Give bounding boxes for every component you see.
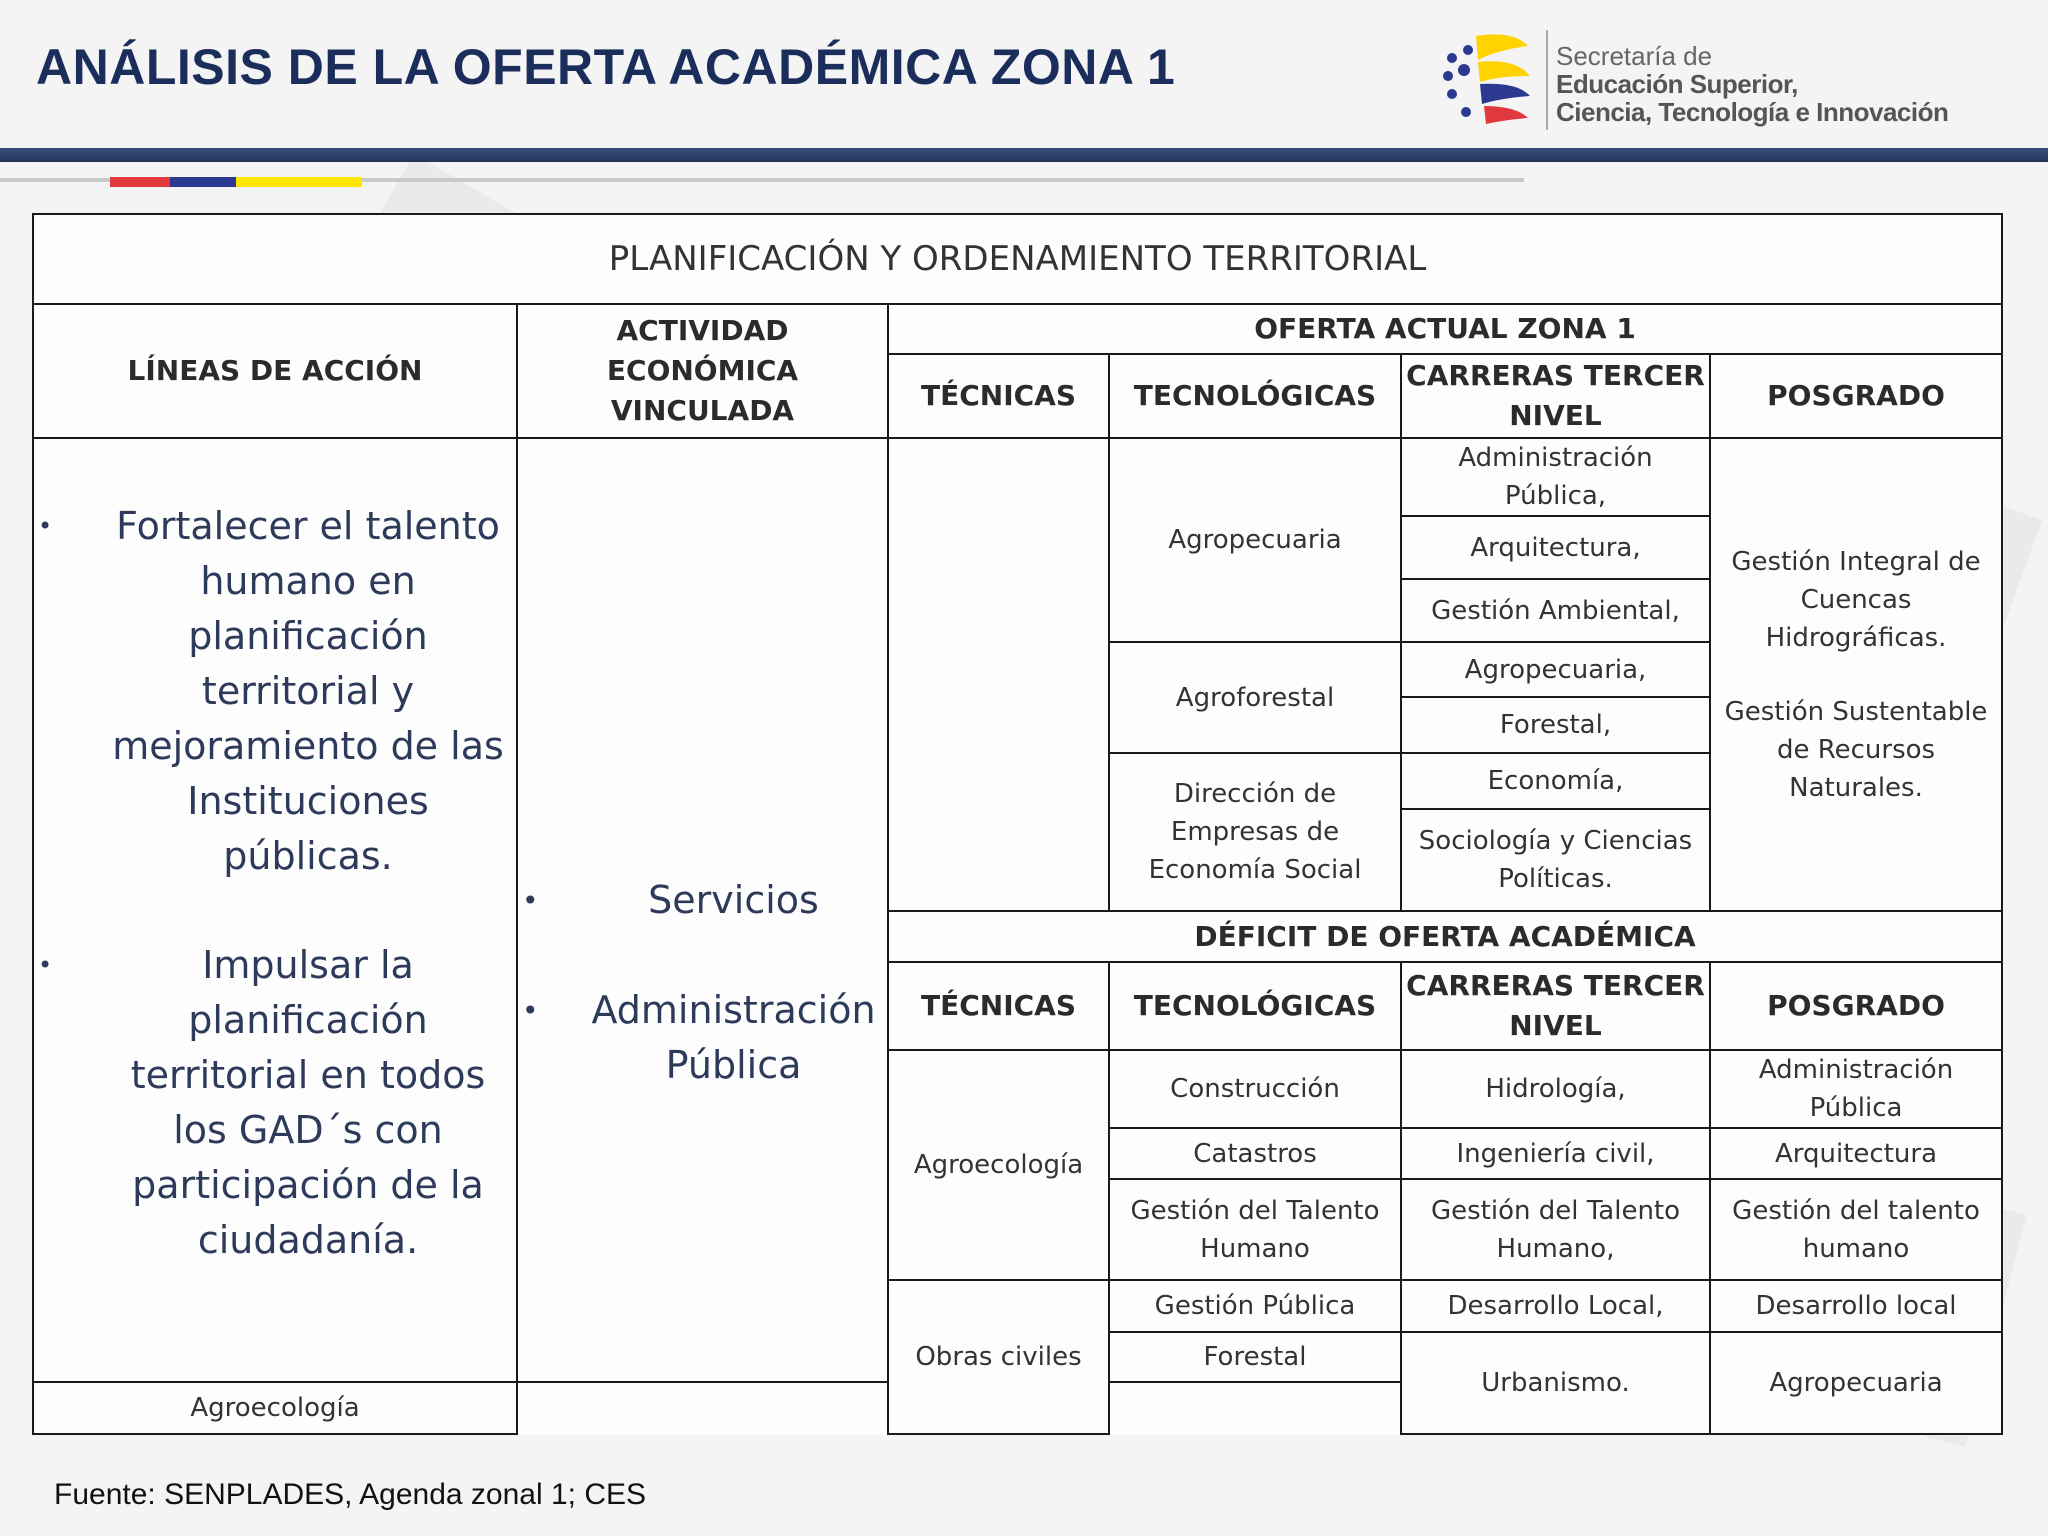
header-tecnologicas: TECNOLÓGICAS	[1109, 354, 1401, 438]
oferta-carrera-item: Forestal,	[1401, 697, 1710, 753]
oferta-carrera-item: Economía,	[1401, 753, 1710, 809]
deficit-tecno-item: Gestión Pública	[1109, 1280, 1401, 1332]
header-actividad-economica: ACTIVIDAD ECONÓMICA VINCULADA	[517, 304, 888, 438]
deficit-posgrado-item: Gestión del talento humano	[1710, 1179, 2002, 1280]
logo-mark-icon	[1438, 20, 1548, 130]
flag-stripe-red	[110, 177, 170, 187]
deficit-tecno-item: Agroecología	[33, 1382, 517, 1434]
linea-accion-item: • Impulsar la planificación territorial en todos los GAD´s con participación de la ciudadanía.	[36, 938, 514, 1268]
logo-separator	[1546, 30, 1548, 130]
deficit-posgrado-item: Agropecuaria	[1710, 1332, 2002, 1434]
oferta-tecno-item: Agroforestal	[1109, 642, 1401, 753]
header-carreras: CARRERAS TERCER NIVEL	[1401, 354, 1710, 438]
deficit-posgrado-item: Administración Pública	[1710, 1050, 2002, 1128]
deficit-posgrado-item: Desarrollo local	[1710, 1280, 2002, 1332]
planning-title: PLANIFICACIÓN Y ORDENAMIENTO TERRITORIAL	[33, 214, 2002, 304]
flag-stripe-blue	[170, 177, 236, 187]
oferta-tecno-item: Dirección de Empresas de Economía Social	[1109, 753, 1401, 911]
page-title: ANÁLISIS DE LA OFERTA ACADÉMICA ZONA 1	[36, 39, 1176, 95]
source-note: Fuente: SENPLADES, Agenda zonal 1; CES	[54, 1478, 647, 1511]
oferta-carrera-item: Sociología y Ciencias Políticas.	[1401, 809, 1710, 911]
actividad-item: • Administración Pública	[520, 983, 885, 1093]
deficit-posgrado-item: Arquitectura	[1710, 1128, 2002, 1179]
deficit-carrera-item: Hidrología,	[1401, 1050, 1710, 1128]
header-deficit: DÉFICIT DE OFERTA ACADÉMICA	[888, 911, 2002, 962]
logo-text	[1556, 42, 1948, 126]
oferta-posgrado-item: Gestión Integral de Cuencas Hidrográficas.	[1731, 546, 1981, 653]
header-posgrado: POSGRADO	[1710, 354, 2002, 438]
deficit-tecno-item: Gestión del Talento Humano	[1109, 1179, 1401, 1280]
lineas-accion-cell	[33, 438, 517, 1382]
oferta-tecno-item: Agropecuaria	[1109, 438, 1401, 642]
deficit-carrera-item: Desarrollo Local,	[1401, 1280, 1710, 1332]
deficit-carrera-item: Ingeniería civil,	[1401, 1128, 1710, 1179]
deficit-header-carreras: CARRERAS TERCER NIVEL	[1401, 962, 1710, 1050]
deficit-header-tecnicas: TÉCNICAS	[888, 962, 1109, 1050]
academic-offer-table	[32, 213, 2003, 1435]
oferta-tecnicas-empty	[888, 438, 1109, 911]
oferta-carrera-item: Gestión Ambiental,	[1401, 579, 1710, 642]
deficit-tecno-item: Forestal	[1109, 1332, 1401, 1382]
senescyt-logo	[1438, 20, 1958, 130]
header-oferta-actual: OFERTA ACTUAL ZONA 1	[888, 304, 2002, 354]
actividad-economica-cell	[517, 438, 888, 1382]
header-band	[0, 148, 2048, 162]
logo-line-3: Ciencia, Tecnología e Innovación	[1556, 97, 1949, 127]
actividad-item: • Servicios	[520, 873, 885, 928]
logo-line-2: Educación Superior,	[1556, 69, 1798, 99]
lineas-accion-list	[36, 499, 514, 1268]
deficit-header-posgrado: POSGRADO	[1710, 962, 2002, 1050]
oferta-posgrado-cell	[1710, 438, 2002, 911]
deficit-carrera-item: Urbanismo.	[1401, 1332, 1710, 1434]
flag-stripe-yellow	[236, 177, 362, 187]
linea-accion-item: • Fortalecer el talento humano en planificación territorial y mejoramiento de las Instituciones públicas.	[36, 499, 514, 884]
oferta-carrera-item: Administración Pública,	[1401, 438, 1710, 516]
oferta-carrera-item: Agropecuaria,	[1401, 642, 1710, 697]
oferta-carrera-item: Arquitectura,	[1401, 516, 1710, 579]
deficit-carrera-item: Gestión del Talento Humano,	[1401, 1179, 1710, 1280]
oferta-posgrado-item: Gestión Sustentable de Recursos Naturales.	[1724, 696, 1988, 803]
deficit-tecnica-item: Agroecología	[888, 1050, 1109, 1280]
deficit-tecno-item: Catastros	[1109, 1128, 1401, 1179]
deficit-tecno-item: Construcción	[1109, 1050, 1401, 1128]
logo-line-1: Secretaría de	[1556, 41, 1713, 71]
deficit-header-tecnologicas: TECNOLÓGICAS	[1109, 962, 1401, 1050]
deficit-tecnica-item: Obras civiles	[888, 1280, 1109, 1434]
actividad-list	[520, 873, 885, 1093]
header-lineas-accion: LÍNEAS DE ACCIÓN	[33, 304, 517, 438]
header-tecnicas: TÉCNICAS	[888, 354, 1109, 438]
